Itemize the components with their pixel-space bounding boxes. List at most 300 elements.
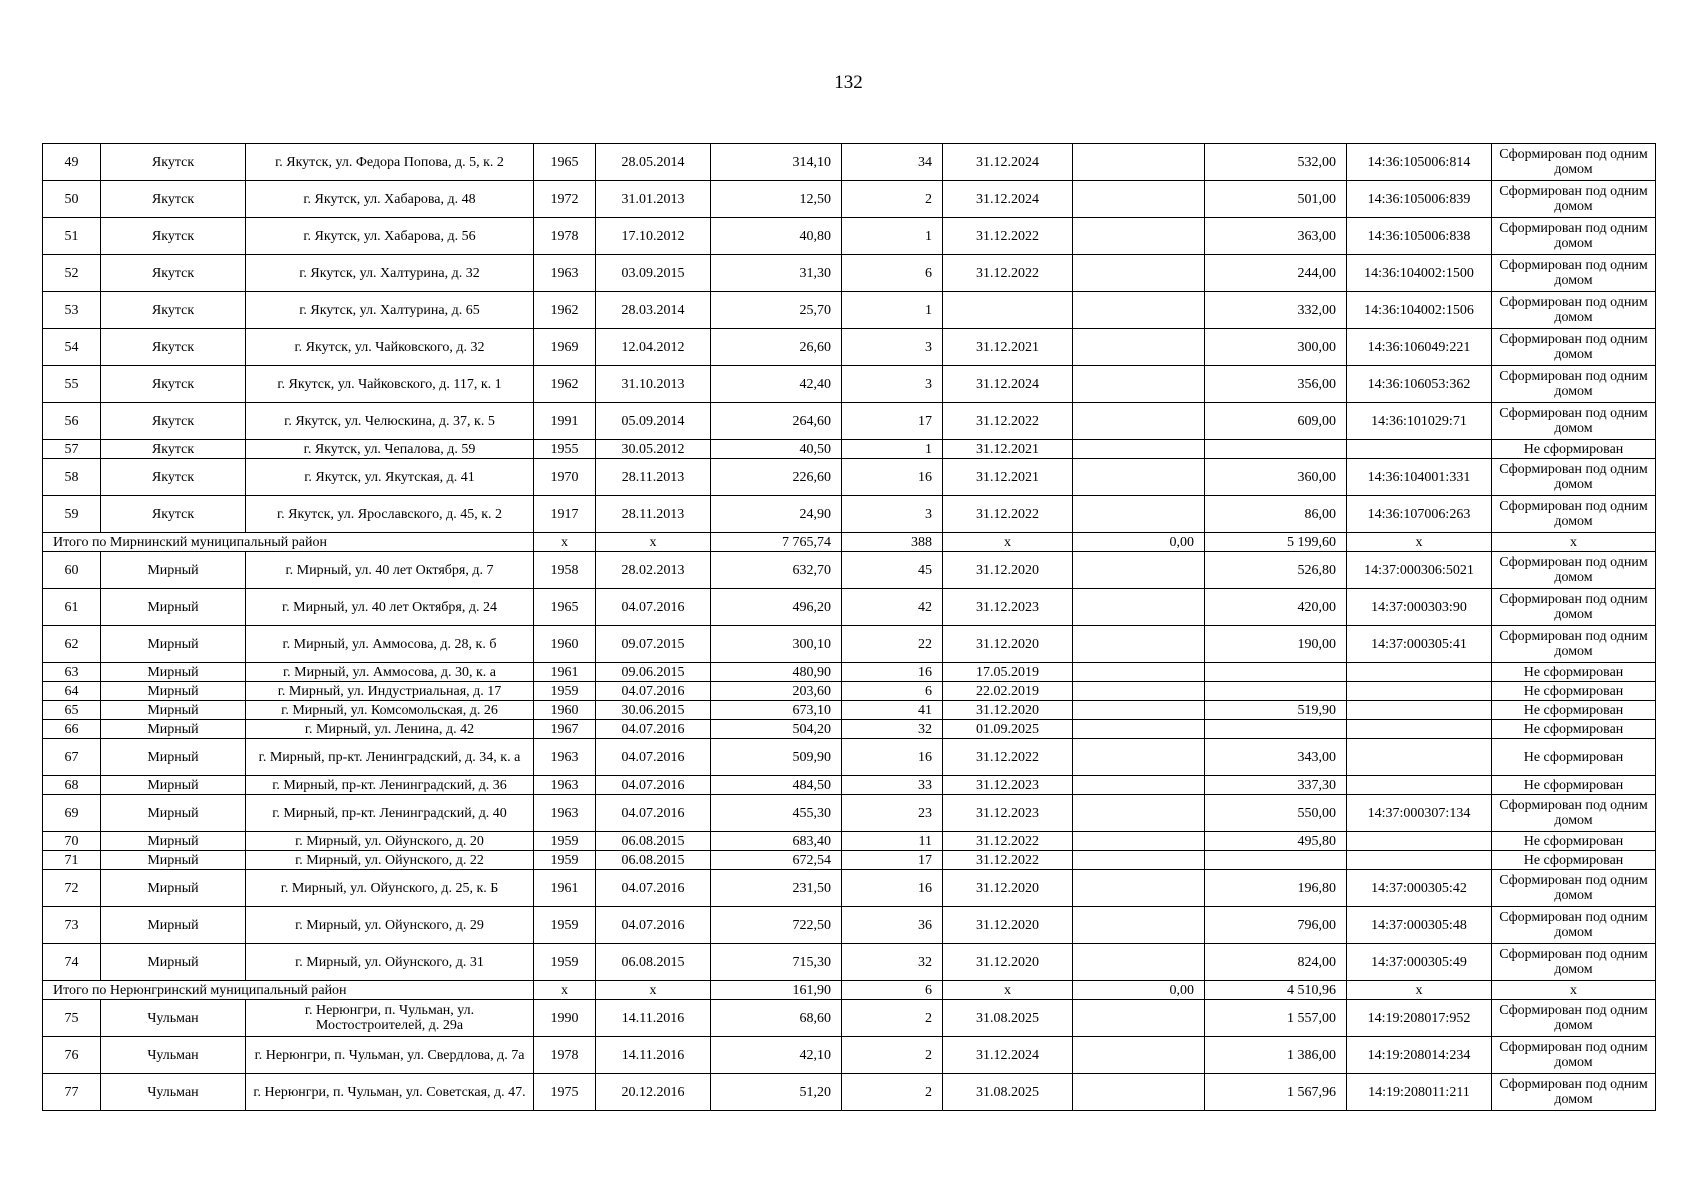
date-cell: 04.07.2016 [596,907,711,944]
deadline-date-cell: 31.12.2020 [943,907,1073,944]
cadastral-number-cell: 14:37:000305:48 [1347,907,1492,944]
cadastral-number-cell: 14:37:000306:5021 [1347,552,1492,589]
area-value-cell: 504,20 [711,720,842,739]
table-row [43,776,1656,795]
year-built-cell: 1959 [534,851,596,870]
locality-cell: Якутск [101,181,246,218]
date-cell: 28.11.2013 [596,496,711,533]
date-cell: 04.07.2016 [596,589,711,626]
cadastral-number-cell [1347,776,1492,795]
table-row [43,626,1656,663]
date-cell: 09.07.2015 [596,626,711,663]
deadline-date-cell: 31.12.2021 [943,329,1073,366]
table-row [43,870,1656,907]
residents-count-cell: 16 [842,663,943,682]
area-value-cell: 42,10 [711,1037,842,1074]
cadastral-number-cell [1347,682,1492,701]
area-value-cell: 455,30 [711,795,842,832]
land-status-cell: Сформирован под одним домом [1492,870,1656,907]
land-status-cell: Не сформирован [1492,701,1656,720]
residents-count-cell: 6 [842,255,943,292]
year-built-cell: 1958 [534,552,596,589]
year-built-cell: 1959 [534,907,596,944]
year-built-cell: 1960 [534,626,596,663]
address-cell: г. Мирный, пр-кт. Ленинградский, д. 36 [246,776,534,795]
residents-count-cell: 3 [842,496,943,533]
land-status-cell: Сформирован под одним домом [1492,795,1656,832]
year-built-cell: 1967 [534,720,596,739]
locality-cell: Мирный [101,682,246,701]
year-built-cell: 1970 [534,459,596,496]
date-cell: 30.05.2012 [596,440,711,459]
address-cell: г. Мирный, ул. 40 лет Октября, д. 7 [246,552,534,589]
date-cell: 28.05.2014 [596,144,711,181]
date-cell: 04.07.2016 [596,739,711,776]
address-cell: г. Якутск, ул. Ярославского, д. 45, к. 2 [246,496,534,533]
land-area-cell: 519,90 [1205,701,1347,720]
table-row [43,589,1656,626]
residents-count-cell: 1 [842,218,943,255]
address-cell: г. Якутск, ул. Федора Попова, д. 5, к. 2 [246,144,534,181]
deadline-date-cell: 31.12.2020 [943,701,1073,720]
residents-count-cell: 23 [842,795,943,832]
land-area-cell: 526,80 [1205,552,1347,589]
residents-count-cell: 42 [842,589,943,626]
cadastral-number-cell: 14:19:208011:211 [1347,1074,1492,1111]
row-number-cell: 77 [43,1074,101,1111]
subtotal-land-area: 5 199,60 [1205,533,1347,552]
row-number-cell: 69 [43,795,101,832]
residents-count-cell: 2 [842,1074,943,1111]
locality-cell: Якутск [101,292,246,329]
cadastral-number-cell [1347,739,1492,776]
address-cell: г. Якутск, ул. Чепалова, д. 59 [246,440,534,459]
land-area-cell: 495,80 [1205,832,1347,851]
locality-cell: Мирный [101,795,246,832]
deadline-date-cell: 01.09.2025 [943,720,1073,739]
address-cell: г. Нерюнгри, п. Чульман, ул. Мостостроителей, д. 29а [246,1000,534,1037]
table-row [43,682,1656,701]
table-row [43,255,1656,292]
table-row [43,459,1656,496]
area-value-cell: 24,90 [711,496,842,533]
row-number-cell: 67 [43,739,101,776]
cadastral-number-cell: 14:37:000307:134 [1347,795,1492,832]
year-built-cell: 1962 [534,366,596,403]
row-number-cell: 66 [43,720,101,739]
deadline-date-cell: 31.12.2020 [943,944,1073,981]
land-status-cell: Не сформирован [1492,776,1656,795]
value-empty-cell [1073,720,1205,739]
value-empty-cell [1073,851,1205,870]
land-status-cell: Сформирован под одним домом [1492,218,1656,255]
cadastral-number-cell: 14:36:104002:1500 [1347,255,1492,292]
land-area-cell: 337,30 [1205,776,1347,795]
locality-cell: Якутск [101,329,246,366]
row-number-cell: 54 [43,329,101,366]
year-built-cell: 1963 [534,776,596,795]
deadline-date-cell: 31.12.2022 [943,255,1073,292]
subtotal-area: 7 765,74 [711,533,842,552]
land-area-cell [1205,663,1347,682]
land-status-cell: Не сформирован [1492,720,1656,739]
deadline-date-cell: 17.05.2019 [943,663,1073,682]
value-empty-cell [1073,663,1205,682]
row-number-cell: 53 [43,292,101,329]
locality-cell: Чульман [101,1074,246,1111]
subtotal-row [43,981,1656,1000]
date-cell: 04.07.2016 [596,795,711,832]
date-cell: 14.11.2016 [596,1037,711,1074]
address-cell: г. Якутск, ул. Челюскина, д. 37, к. 5 [246,403,534,440]
row-number-cell: 70 [43,832,101,851]
land-area-cell: 300,00 [1205,329,1347,366]
value-empty-cell [1073,1000,1205,1037]
row-number-cell: 59 [43,496,101,533]
address-cell: г. Якутск, ул. Халтурина, д. 32 [246,255,534,292]
land-status-cell: Сформирован под одним домом [1492,292,1656,329]
year-built-cell: 1965 [534,144,596,181]
subtotal-row [43,533,1656,552]
area-value-cell: 300,10 [711,626,842,663]
value-empty-cell [1073,701,1205,720]
row-number-cell: 50 [43,181,101,218]
residents-count-cell: 16 [842,870,943,907]
cadastral-number-cell: 14:37:000305:49 [1347,944,1492,981]
land-area-cell: 360,00 [1205,459,1347,496]
address-cell: г. Мирный, ул. Индустриальная, д. 17 [246,682,534,701]
row-number-cell: 52 [43,255,101,292]
land-area-cell: 550,00 [1205,795,1347,832]
area-value-cell: 496,20 [711,589,842,626]
year-built-cell: 1991 [534,403,596,440]
residents-count-cell: 45 [842,552,943,589]
land-area-cell: 501,00 [1205,181,1347,218]
residents-count-cell: 36 [842,907,943,944]
value-empty-cell [1073,440,1205,459]
subtotal-x5: х [1492,981,1656,1000]
deadline-date-cell: 31.12.2023 [943,795,1073,832]
residents-count-cell: 3 [842,329,943,366]
deadline-date-cell: 31.12.2020 [943,552,1073,589]
year-built-cell: 1978 [534,218,596,255]
locality-cell: Якутск [101,366,246,403]
address-cell: г. Нерюнгри, п. Чульман, ул. Советская, д. 47. [246,1074,534,1111]
deadline-date-cell: 31.12.2023 [943,589,1073,626]
subtotal-residents: 6 [842,981,943,1000]
deadline-date-cell: 31.12.2022 [943,218,1073,255]
year-built-cell: 1960 [534,701,596,720]
area-value-cell: 203,60 [711,682,842,701]
area-value-cell: 68,60 [711,1000,842,1037]
land-status-cell: Сформирован под одним домом [1492,1037,1656,1074]
locality-cell: Якутск [101,496,246,533]
year-built-cell: 1963 [534,255,596,292]
land-area-cell [1205,440,1347,459]
row-number-cell: 73 [43,907,101,944]
area-value-cell: 314,10 [711,144,842,181]
value-empty-cell [1073,181,1205,218]
date-cell: 09.06.2015 [596,663,711,682]
locality-cell: Якутск [101,144,246,181]
residents-count-cell: 1 [842,292,943,329]
residents-count-cell: 11 [842,832,943,851]
year-built-cell: 1978 [534,1037,596,1074]
cadastral-number-cell: 14:36:101029:71 [1347,403,1492,440]
locality-cell: Мирный [101,944,246,981]
cadastral-number-cell: 14:36:105006:838 [1347,218,1492,255]
date-cell: 14.11.2016 [596,1000,711,1037]
locality-cell: Мирный [101,720,246,739]
deadline-date-cell: 31.12.2024 [943,366,1073,403]
year-built-cell: 1969 [534,329,596,366]
area-value-cell: 25,70 [711,292,842,329]
year-built-cell: 1975 [534,1074,596,1111]
address-cell: г. Якутск, ул. Чайковского, д. 32 [246,329,534,366]
value-empty-cell [1073,292,1205,329]
table-row [43,552,1656,589]
address-cell: г. Мирный, ул. 40 лет Октября, д. 24 [246,589,534,626]
address-cell: г. Мирный, ул. Ойунского, д. 20 [246,832,534,851]
land-area-cell: 420,00 [1205,589,1347,626]
area-value-cell: 672,54 [711,851,842,870]
cadastral-number-cell [1347,851,1492,870]
value-empty-cell [1073,626,1205,663]
table-row [43,907,1656,944]
area-value-cell: 683,40 [711,832,842,851]
land-status-cell: Сформирован под одним домом [1492,1074,1656,1111]
deadline-date-cell: 31.12.2022 [943,403,1073,440]
area-value-cell: 632,70 [711,552,842,589]
land-status-cell: Сформирован под одним домом [1492,144,1656,181]
table-row [43,496,1656,533]
address-cell: г. Мирный, ул. Ленина, д. 42 [246,720,534,739]
locality-cell: Мирный [101,589,246,626]
land-area-cell: 609,00 [1205,403,1347,440]
row-number-cell: 76 [43,1037,101,1074]
address-cell: г. Нерюнгри, п. Чульман, ул. Свердлова, д. 7а [246,1037,534,1074]
deadline-date-cell: 31.12.2024 [943,144,1073,181]
subtotal-x3: х [943,533,1073,552]
year-built-cell: 1962 [534,292,596,329]
locality-cell: Мирный [101,832,246,851]
land-status-cell: Сформирован под одним домом [1492,329,1656,366]
date-cell: 28.03.2014 [596,292,711,329]
year-built-cell: 1959 [534,944,596,981]
land-status-cell: Сформирован под одним домом [1492,626,1656,663]
date-cell: 04.07.2016 [596,720,711,739]
subtotal-label: Итого по Мирнинский муниципальный район [43,533,534,552]
date-cell: 28.02.2013 [596,552,711,589]
cadastral-number-cell: 14:36:105006:814 [1347,144,1492,181]
locality-cell: Чульман [101,1037,246,1074]
locality-cell: Якутск [101,403,246,440]
cadastral-number-cell [1347,440,1492,459]
area-value-cell: 31,30 [711,255,842,292]
row-number-cell: 63 [43,663,101,682]
area-value-cell: 673,10 [711,701,842,720]
cadastral-number-cell: 14:37:000303:90 [1347,589,1492,626]
year-built-cell: 1917 [534,496,596,533]
table-row [43,218,1656,255]
address-cell: г. Мирный, пр-кт. Ленинградский, д. 34, к. а [246,739,534,776]
year-built-cell: 1955 [534,440,596,459]
value-empty-cell [1073,739,1205,776]
row-number-cell: 72 [43,870,101,907]
land-area-cell: 332,00 [1205,292,1347,329]
subtotal-x2: х [596,981,711,1000]
value-empty-cell [1073,1074,1205,1111]
value-empty-cell [1073,832,1205,851]
value-empty-cell [1073,366,1205,403]
residents-count-cell: 2 [842,181,943,218]
year-built-cell: 1959 [534,832,596,851]
cadastral-number-cell [1347,832,1492,851]
table-row [43,1000,1656,1037]
row-number-cell: 62 [43,626,101,663]
table-row [43,832,1656,851]
residents-count-cell: 16 [842,459,943,496]
land-area-cell: 824,00 [1205,944,1347,981]
date-cell: 06.08.2015 [596,944,711,981]
land-status-cell: Сформирован под одним домом [1492,1000,1656,1037]
deadline-date-cell: 31.08.2025 [943,1074,1073,1111]
subtotal-x1: х [534,981,596,1000]
value-empty-cell [1073,776,1205,795]
locality-cell: Мирный [101,701,246,720]
residents-count-cell: 32 [842,720,943,739]
address-cell: г. Мирный, ул. Ойунского, д. 25, к. Б [246,870,534,907]
table-row [43,1037,1656,1074]
land-area-cell: 356,00 [1205,366,1347,403]
subtotal-x1: х [534,533,596,552]
subtotal-x5: х [1492,533,1656,552]
value-empty-cell [1073,944,1205,981]
area-value-cell: 226,60 [711,459,842,496]
land-area-cell: 1 386,00 [1205,1037,1347,1074]
subtotal-value: 0,00 [1073,981,1205,1000]
land-area-cell: 244,00 [1205,255,1347,292]
area-value-cell: 12,50 [711,181,842,218]
row-number-cell: 58 [43,459,101,496]
deadline-date-cell: 31.08.2025 [943,1000,1073,1037]
date-cell: 03.09.2015 [596,255,711,292]
deadline-date-cell [943,292,1073,329]
address-cell: г. Якутск, ул. Чайковского, д. 117, к. 1 [246,366,534,403]
locality-cell: Мирный [101,870,246,907]
land-status-cell: Сформирован под одним домом [1492,181,1656,218]
deadline-date-cell: 31.12.2021 [943,459,1073,496]
land-status-cell: Сформирован под одним домом [1492,589,1656,626]
land-area-cell: 86,00 [1205,496,1347,533]
deadline-date-cell: 31.12.2022 [943,832,1073,851]
address-cell: г. Мирный, ул. Ойунского, д. 22 [246,851,534,870]
area-value-cell: 722,50 [711,907,842,944]
locality-cell: Якутск [101,440,246,459]
locality-cell: Якутск [101,459,246,496]
address-cell: г. Якутск, ул. Хабарова, д. 56 [246,218,534,255]
subtotal-x2: х [596,533,711,552]
table-row [43,720,1656,739]
date-cell: 31.10.2013 [596,366,711,403]
date-cell: 12.04.2012 [596,329,711,366]
land-area-cell [1205,682,1347,701]
residents-count-cell: 32 [842,944,943,981]
table-row [43,329,1656,366]
deadline-date-cell: 31.12.2023 [943,776,1073,795]
address-cell: г. Якутск, ул. Хабарова, д. 48 [246,181,534,218]
area-value-cell: 509,90 [711,739,842,776]
land-status-cell: Не сформирован [1492,682,1656,701]
row-number-cell: 75 [43,1000,101,1037]
address-cell: г. Якутск, ул. Халтурина, д. 65 [246,292,534,329]
land-area-cell: 532,00 [1205,144,1347,181]
value-empty-cell [1073,870,1205,907]
area-value-cell: 480,90 [711,663,842,682]
table-row [43,851,1656,870]
value-empty-cell [1073,496,1205,533]
area-value-cell: 484,50 [711,776,842,795]
locality-cell: Мирный [101,907,246,944]
land-area-cell: 1 557,00 [1205,1000,1347,1037]
value-empty-cell [1073,255,1205,292]
table-row [43,944,1656,981]
row-number-cell: 57 [43,440,101,459]
date-cell: 04.07.2016 [596,682,711,701]
residents-count-cell: 3 [842,366,943,403]
area-value-cell: 715,30 [711,944,842,981]
locality-cell: Якутск [101,255,246,292]
deadline-date-cell: 31.12.2020 [943,870,1073,907]
table-row [43,795,1656,832]
area-value-cell: 231,50 [711,870,842,907]
address-cell: г. Мирный, ул. Ойунского, д. 31 [246,944,534,981]
date-cell: 06.08.2015 [596,832,711,851]
area-value-cell: 26,60 [711,329,842,366]
value-empty-cell [1073,795,1205,832]
table-row [43,181,1656,218]
subtotal-label: Итого по Нерюнгринский муниципальный район [43,981,534,1000]
land-status-cell: Не сформирован [1492,739,1656,776]
land-status-cell: Сформирован под одним домом [1492,552,1656,589]
date-cell: 20.12.2016 [596,1074,711,1111]
land-status-cell: Не сформирован [1492,851,1656,870]
subtotal-area: 161,90 [711,981,842,1000]
residents-count-cell: 17 [842,403,943,440]
deadline-date-cell: 31.12.2020 [943,626,1073,663]
subtotal-residents: 388 [842,533,943,552]
land-status-cell: Сформирован под одним домом [1492,403,1656,440]
residents-count-cell: 1 [842,440,943,459]
locality-cell: Мирный [101,776,246,795]
table-row [43,739,1656,776]
value-empty-cell [1073,1037,1205,1074]
year-built-cell: 1961 [534,870,596,907]
land-area-cell [1205,851,1347,870]
address-cell: г. Мирный, ул. Аммосова, д. 28, к. б [246,626,534,663]
residents-count-cell: 17 [842,851,943,870]
area-value-cell: 264,60 [711,403,842,440]
value-empty-cell [1073,682,1205,701]
date-cell: 06.08.2015 [596,851,711,870]
date-cell: 04.07.2016 [596,870,711,907]
year-built-cell: 1963 [534,795,596,832]
cadastral-number-cell: 14:37:000305:41 [1347,626,1492,663]
table-row [43,663,1656,682]
date-cell: 31.01.2013 [596,181,711,218]
land-status-cell: Не сформирован [1492,663,1656,682]
row-number-cell: 74 [43,944,101,981]
